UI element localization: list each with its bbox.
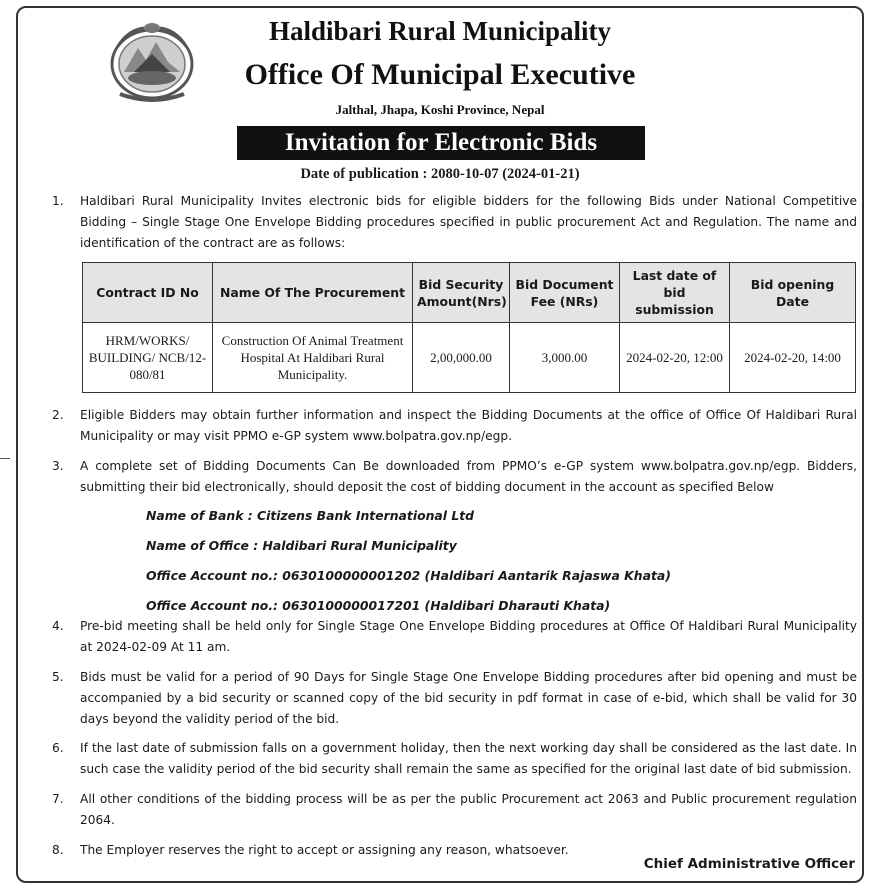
notice-banner: Invitation for Electronic Bids: [237, 126, 645, 160]
item-number: 8.: [52, 843, 64, 857]
column-header: Bid Document Fee (NRs): [510, 263, 620, 323]
list-item: [52, 667, 857, 730]
office-title: Office Of Municipal Executive: [244, 58, 636, 91]
item-text: Eligible Bidders may obtain further information and inspect the Bidding Documents at the office of Office Of Haldibari Rural Municipality or may visit PPMO e-GP system www.bolpatra.gov.np/egp.: [80, 408, 857, 443]
item-text: If the last date of submission falls on a government holiday, then the next working day shall be considered as the last date. In such case the validity period of the bid security shall remain the same as specified for the original last date of bid submission.: [80, 741, 857, 776]
column-header: Last date of bid submission: [620, 263, 730, 323]
item-text: Bids must be valid for a period of 90 Days for Single Stage One Envelope Bidding procedures after bid opening and must be accompanied by a bid security or scanned copy of the bid security in pdf format in case of e-bid, which shall be valid for 30 days beyond the validity period of the bid.: [80, 670, 857, 726]
item-number: 1.: [52, 194, 64, 208]
municipality-title: Haldibari Rural Municipality: [268, 16, 612, 46]
signatory-title: Chief Administrative Officer: [643, 856, 855, 872]
publication-date: Date of publication : 2080-10-07 (2024-01-21): [300, 166, 580, 182]
table-header-row: [83, 263, 856, 323]
column-header: Bid opening Date: [730, 263, 856, 323]
list-item: [52, 456, 857, 498]
item-text: Haldibari Rural Municipality Invites electronic bids for eligible bidders for the following Bids under National Competitive Bidding – Single Stage One Envelope Bidding procedures specified in public procurement Act and Regulation. The name and identification of the contract are as follows:: [80, 194, 857, 250]
column-header: Name Of The Procurement: [213, 263, 413, 323]
address: Jalthal, Jhapa, Koshi Province, Nepal: [335, 102, 545, 117]
list-item: [52, 191, 857, 254]
bid-security-cell: 2,00,000.00: [413, 323, 510, 393]
item-number: 5.: [52, 670, 64, 684]
list-item: [52, 738, 857, 780]
bids-table: [82, 262, 856, 393]
item-text: All other conditions of the bidding process will be as per the public Procurement act 2063 and Public procurement regulation 2064.: [80, 792, 857, 827]
item-number: 7.: [52, 792, 64, 806]
account-number-revenue: Office Account no.: 0630100000001202 (Haldibari Aantarik Rajaswa Khata): [146, 568, 671, 583]
item-text: Pre-bid meeting shall be held only for Single Stage One Envelope Bidding procedures at Office Of Haldibari Rural Municipality at 2024-02-09 At 11 am.: [80, 619, 857, 654]
table-row: [83, 323, 856, 393]
submission-date-cell: 2024-02-20, 12:00: [620, 323, 730, 393]
list-item: [52, 405, 857, 447]
column-header: Bid Security Amount(Nrs): [413, 263, 510, 323]
item-number: 3.: [52, 459, 64, 473]
list-item: [52, 789, 857, 831]
item-text: The Employer reserves the right to accept or assigning any reason, whatsoever.: [80, 843, 569, 857]
item-text: A complete set of Bidding Documents Can Be downloaded from PPMO’s e-GP system www.bolpatra.gov.np/egp. Bidders, submitting their bid electronically, should deposit the cost of bidding document in the account as specified Below: [80, 459, 857, 494]
column-header: Contract ID No: [83, 263, 213, 323]
item-number: 6.: [52, 741, 64, 755]
opening-date-cell: 2024-02-20, 14:00: [730, 323, 856, 393]
item-number: 4.: [52, 619, 64, 633]
bank-name: Name of Bank : Citizens Bank International Ltd: [146, 508, 475, 523]
item-number: 2.: [52, 408, 64, 422]
procurement-name-cell: Construction Of Animal Treatment Hospital At Haldibari Rural Municipality.: [213, 323, 413, 393]
contract-id-cell: HRM/WORKS/ BUILDING/ NCB/12-080/81: [83, 323, 213, 393]
document-fee-cell: 3,000.00: [510, 323, 620, 393]
office-name: Name of Office : Haldibari Rural Municipality: [146, 538, 457, 553]
page-edge-mark: [0, 458, 10, 459]
list-item: [52, 616, 857, 658]
account-number-deposit: Office Account no.: 0630100000017201 (Haldibari Dharauti Khata): [146, 598, 611, 613]
